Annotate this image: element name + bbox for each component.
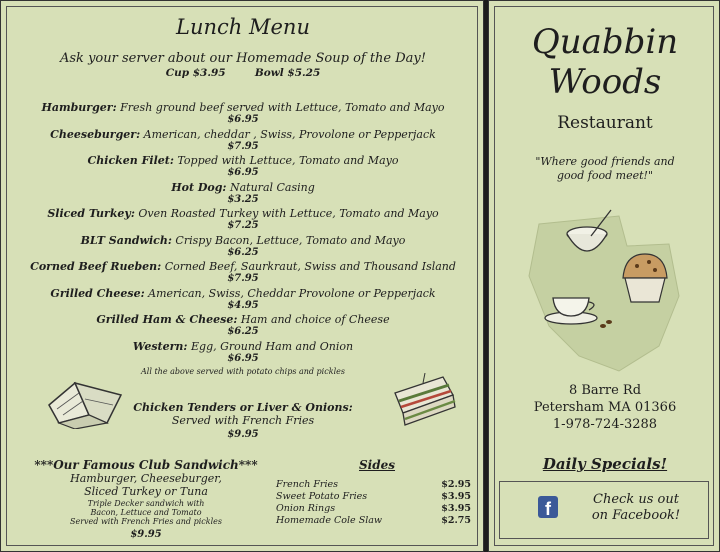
- menu-item-desc: American, cheddar , Swiss, Provolone or Pepperjack: [140, 127, 436, 141]
- menu-item-desc: Crispy Bacon, Lettuce, Tomato and Mayo: [171, 233, 406, 247]
- club-price: $9.95: [130, 529, 162, 540]
- served-note: All the above served with potato chips and pickles: [141, 367, 345, 376]
- menu-item: [1, 181, 485, 194]
- tenders-desc: Served with French Fries: [171, 414, 315, 427]
- tenders-price: $9.95: [227, 429, 259, 440]
- menu-item: [1, 154, 485, 167]
- menu-item-name: Hamburger:: [41, 101, 117, 114]
- club-title: ***Our Famous Club Sandwich***: [34, 458, 258, 472]
- facebook-box[interactable]: [499, 481, 709, 539]
- menu-item-price: $7.95: [227, 273, 259, 284]
- facebook-line-2: on Facebook!: [591, 508, 681, 523]
- muffin-icon: [623, 254, 667, 302]
- menu-item-price: $6.95: [227, 352, 259, 364]
- menu-item-name: Grilled Cheese:: [50, 286, 145, 300]
- menu-item: [1, 128, 485, 141]
- club-line-4: Bacon, Lettuce and Tomato: [90, 508, 202, 517]
- menu-item-name: Sliced Turkey:: [47, 207, 135, 220]
- menu-item-desc: Fresh ground beef served with Lettuce, Tomato and Mayo: [116, 101, 445, 114]
- menu-item-name: Corned Beef Rueben:: [30, 260, 162, 273]
- menu-item-name: Cheeseburger:: [50, 127, 141, 141]
- menu-item-price: $6.95: [227, 114, 259, 125]
- menu-item-desc: Egg, Ground Ham and Onion: [187, 339, 354, 353]
- tagline-line-1: "Where good friends and: [535, 155, 675, 168]
- town-map-illustration: [519, 206, 699, 376]
- menu-item-price: $7.25: [227, 220, 259, 231]
- menu-item: [1, 101, 485, 114]
- tagline-line-2: good food meet!": [556, 169, 654, 182]
- menu-item: [1, 340, 485, 353]
- facebook-icon[interactable]: f: [538, 496, 558, 518]
- phone-number[interactable]: 1-978-724-3288: [552, 417, 658, 432]
- soup-line: Ask your server about our Homemade Soup of the Day!: [60, 51, 426, 66]
- menu-item: [1, 260, 485, 273]
- menu-item-desc: American, Swiss, Cheddar Provolone or Pepperjack: [144, 286, 436, 300]
- menu-item-price: $6.25: [227, 326, 259, 337]
- side-item: [276, 503, 471, 514]
- restaurant-name-line-1: Quabbin: [531, 22, 679, 62]
- menu-item-desc: Corned Beef, Saurkraut, Swiss and Thousand Island: [161, 260, 456, 273]
- menu-item-desc: Natural Casing: [226, 180, 315, 194]
- club-line-3: Triple Decker sandwich with: [87, 499, 205, 508]
- side-item-name: Sweet Potato Fries: [276, 491, 368, 502]
- menu-item-name: BLT Sandwich:: [80, 233, 172, 247]
- address-line-1: 8 Barre Rd: [568, 383, 642, 398]
- side-item: [276, 491, 471, 502]
- menu-item-price: $3.25: [227, 193, 259, 205]
- club-line-1: Hamburger, Cheeseburger,: [70, 472, 222, 485]
- menu-item-name: Hot Dog:: [171, 180, 227, 194]
- menu-item-desc: Topped with Lettuce, Tomato and Mayo: [173, 154, 399, 167]
- side-item-name: French Fries: [276, 479, 339, 490]
- side-item: [276, 479, 471, 490]
- soup-prices: Cup $3.95 Bowl $5.25: [165, 67, 321, 79]
- menu-item-price: $4.95: [227, 299, 259, 311]
- menu-item-name: Grilled Ham & Cheese:: [96, 313, 238, 326]
- tenders-name: Chicken Tenders or Liver & Onions:: [133, 401, 353, 414]
- side-item-price: $3.95: [441, 491, 471, 502]
- sides-title: Sides: [359, 458, 396, 472]
- club-line-2: Sliced Turkey or Tuna: [84, 485, 208, 498]
- address-line-2: Petersham MA 01366: [533, 400, 677, 415]
- menu-item-price: $6.95: [227, 167, 259, 178]
- menu-item: [1, 313, 485, 326]
- restaurant-subtitle: Restaurant: [557, 113, 653, 133]
- restaurant-panel: [488, 0, 720, 552]
- facebook-line-1: Check us out: [593, 492, 679, 507]
- lunch-menu-title: Lunch Menu: [176, 15, 310, 39]
- side-item-name: Homemade Cole Slaw: [276, 515, 383, 526]
- side-item-price: $2.95: [441, 479, 471, 490]
- menu-item: [1, 234, 485, 247]
- restaurant-name-line-2: Woods: [548, 62, 662, 102]
- menu-item: [1, 207, 485, 220]
- menu-item-desc: Ham and choice of Cheese: [237, 313, 390, 326]
- menu-item-price: $6.25: [227, 246, 259, 258]
- menu-item-name: Chicken Filet:: [87, 154, 174, 167]
- side-item-name: Onion Rings: [276, 503, 336, 514]
- side-item-price: $3.95: [441, 503, 471, 514]
- menu-item: [1, 287, 485, 300]
- menu-item-desc: Oven Roasted Turkey with Lettuce, Tomato and Mayo: [134, 207, 439, 220]
- side-item: [276, 515, 471, 526]
- club-line-5: Served with French Fries and pickles: [69, 517, 223, 526]
- side-item-price: $2.75: [441, 515, 471, 526]
- menu-item-price: $7.95: [227, 140, 259, 152]
- daily-specials-heading: Daily Specials!: [542, 455, 668, 473]
- menu-item-name: Western:: [132, 339, 188, 353]
